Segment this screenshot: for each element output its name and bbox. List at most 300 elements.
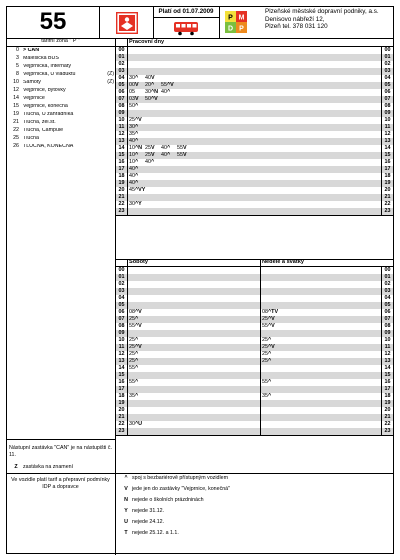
- departure-time: 55V: [177, 144, 187, 151]
- departure-mark: V: [151, 144, 155, 151]
- hour-label: 12: [384, 350, 391, 357]
- hour-label: 07: [384, 315, 391, 322]
- hour-label: 09: [384, 329, 391, 336]
- hour-label: 10: [118, 116, 125, 123]
- departure-time: 55^V: [262, 322, 275, 329]
- departure-time: 55^V: [129, 322, 142, 329]
- hour-label: 07: [384, 95, 391, 102]
- departure-time: 40^: [129, 165, 139, 172]
- departure-row: [129, 379, 145, 386]
- hour-label: 00: [384, 266, 391, 273]
- departure-mark: ^: [135, 179, 139, 186]
- hour-label: 03: [384, 67, 391, 74]
- hour-label: 21: [118, 193, 125, 200]
- stop-row: [7, 95, 115, 103]
- pmdp-letter: P: [228, 14, 233, 22]
- departure-mark: ^Y: [135, 200, 142, 207]
- row-shade: [116, 428, 393, 435]
- hour-label: 21: [384, 413, 391, 420]
- departure-time: 40^: [145, 158, 155, 165]
- hour-label: 05: [384, 81, 391, 88]
- stop-name: > CAN: [23, 48, 40, 54]
- departure-time: 40^: [161, 88, 171, 95]
- vehicle-pictogram: [153, 17, 219, 38]
- stop-name: Vejprnice: [23, 96, 45, 102]
- hour-label: 17: [118, 385, 125, 392]
- departure-time: 40^: [129, 137, 139, 144]
- departure-mark: ^V: [268, 322, 275, 329]
- departure-mark: ^: [135, 137, 139, 144]
- stop-minute: 26: [13, 143, 19, 150]
- row-shade: [116, 274, 393, 281]
- departure-time: 05: [129, 88, 135, 95]
- departure-time: 10^N: [129, 144, 143, 151]
- legend-text: nejede 25.12. a 1.1.: [132, 530, 179, 537]
- hour-label: 23: [384, 427, 391, 434]
- departure-time: 10^: [129, 151, 139, 158]
- legend-text: nejede 31.12.: [132, 508, 165, 515]
- hour-label: 12: [118, 350, 125, 357]
- departure-mark: ^: [135, 378, 139, 385]
- stop-row: [7, 87, 115, 95]
- hour-label: 15: [118, 151, 125, 158]
- stop-name: Samoty: [23, 80, 41, 86]
- hour-label: 05: [118, 81, 125, 88]
- hour-label: 17: [384, 385, 391, 392]
- departure-mark: ^: [135, 74, 139, 81]
- hour-label: 00: [384, 46, 391, 53]
- operator-logo: [100, 7, 153, 38]
- legend-key: ^: [124, 475, 128, 482]
- departure-mark: ^: [135, 336, 139, 343]
- zone-key: Z: [14, 464, 18, 470]
- company-address: [265, 8, 393, 31]
- hour-label: 02: [118, 280, 125, 287]
- stop-request-flag: (Z): [107, 79, 114, 86]
- departure-time: 40^: [161, 144, 171, 151]
- stop-name: Tlučná, U zahradníka: [23, 112, 74, 118]
- hour-label: 15: [118, 371, 125, 378]
- row-shade: [116, 166, 393, 173]
- hour-label: 19: [118, 399, 125, 406]
- departure-mark: ^: [268, 392, 272, 399]
- valid-from-date: Platí od 01.07.2009: [158, 7, 214, 15]
- departure-mark: ^: [167, 151, 171, 158]
- departure-mark: ^: [135, 130, 139, 137]
- stop-name: Vejprnice, bytovky: [23, 88, 66, 94]
- stop-name: Tlučná: [23, 136, 39, 142]
- hour-label: 16: [118, 378, 125, 385]
- departure-mark: ^: [135, 151, 139, 158]
- hour-label: 05: [384, 301, 391, 308]
- hour-label: 20: [384, 406, 391, 413]
- hour-label: 06: [384, 308, 391, 315]
- hour-label: 01: [384, 53, 391, 60]
- departure-row: [129, 393, 145, 400]
- hour-label: 06: [118, 88, 125, 95]
- hour-label: 15: [384, 371, 391, 378]
- departure-time: 55^V: [161, 81, 174, 88]
- departure-mark: ^V: [167, 81, 174, 88]
- stop-row: [7, 55, 115, 63]
- tariff-zone-label: tarifní zóna " P ": [41, 38, 80, 45]
- departure-mark: V: [183, 151, 187, 158]
- legend-key: V: [124, 486, 128, 493]
- hour-label: 16: [384, 378, 391, 385]
- departure-mark: ^: [135, 315, 139, 322]
- departure-time: 55^: [129, 364, 139, 371]
- departure-time: 45^VY: [129, 186, 146, 193]
- hour-label: 07: [118, 95, 125, 102]
- departure-time: 30^Y: [129, 200, 142, 207]
- departure-mark: ^: [268, 378, 272, 385]
- departure-row: [262, 323, 278, 330]
- row-shade: [116, 54, 393, 61]
- hour-label: 03: [384, 287, 391, 294]
- departure-mark: ^: [135, 364, 139, 371]
- departure-time: 25^V: [262, 315, 275, 322]
- departure-mark: ^: [135, 158, 139, 165]
- hour-label: 04: [384, 74, 391, 81]
- departure-time: 55V: [177, 151, 187, 158]
- departure-row: [129, 187, 145, 194]
- departure-mark: ^V: [151, 95, 158, 102]
- section-title: Pracovní dny: [129, 39, 165, 46]
- row-shade: [116, 138, 393, 145]
- departure-time: 25^: [262, 357, 272, 364]
- stop-row: [7, 63, 115, 71]
- legend-item: [120, 529, 179, 539]
- row-shade: [116, 316, 393, 323]
- departure-mark: ^V: [268, 315, 275, 322]
- legend-text: nejede 24.12.: [132, 519, 165, 526]
- row-shade: [116, 330, 393, 337]
- hour-label: 14: [384, 364, 391, 371]
- departure-mark: ^V: [135, 343, 142, 350]
- hour-label: 03: [118, 287, 125, 294]
- departure-time: 40^: [129, 172, 139, 179]
- hour-label: 18: [118, 172, 125, 179]
- hour-label: 23: [118, 427, 125, 434]
- pmdp-logo-icon: [221, 8, 263, 37]
- pmdp-logo: [221, 8, 263, 37]
- timetable-page: [6, 6, 394, 554]
- departure-row: [129, 75, 161, 82]
- zone-text: zastávka na znamení: [23, 464, 74, 470]
- departure-mark: V: [183, 144, 187, 151]
- departure-row: [129, 152, 193, 159]
- departure-time: 25^V: [129, 116, 142, 123]
- departure-time: 25^: [129, 315, 139, 322]
- hour-label: 10: [384, 336, 391, 343]
- departure-time: 30^N: [145, 88, 159, 95]
- hour-label: 09: [384, 109, 391, 116]
- departure-time: 30^U: [129, 420, 143, 427]
- hour-label: 23: [118, 207, 125, 214]
- terminus-note: Nástupní zastávka "CAN" je na nástupišti č. 11.: [9, 445, 112, 458]
- departure-time: 25^: [129, 357, 139, 364]
- stop-minute: 8: [16, 71, 19, 78]
- hour-label: 15: [384, 151, 391, 158]
- zone-note: [9, 465, 112, 470]
- row-shade: [116, 68, 393, 75]
- hour-label: 01: [118, 53, 125, 60]
- hour-label: 17: [118, 165, 125, 172]
- departure-mark: ^: [268, 350, 272, 357]
- stop-request-flag: (Z): [107, 71, 114, 78]
- departure-mark: ^V: [135, 116, 142, 123]
- stop-minute: 25: [13, 135, 19, 142]
- hour-label: 01: [118, 273, 125, 280]
- departure-time: 25^V: [262, 343, 275, 350]
- departure-time: 35^: [262, 392, 272, 399]
- departure-mark: ^: [135, 102, 139, 109]
- departure-mark: V: [135, 95, 139, 102]
- row-shade: [116, 124, 393, 131]
- departure-time: 25^V: [129, 343, 142, 350]
- pmdp-letter: D: [227, 25, 234, 33]
- hour-label: 02: [384, 280, 391, 287]
- hour-label: 04: [384, 294, 391, 301]
- departure-time: 10^: [129, 158, 139, 165]
- stop-minute: 10: [13, 79, 19, 86]
- departure-time: 25^: [262, 336, 272, 343]
- hour-label: 18: [118, 392, 125, 399]
- hour-label: 11: [384, 123, 391, 130]
- departure-time: 30^: [129, 123, 139, 130]
- departure-mark: ^V: [135, 308, 142, 315]
- departure-mark: ^: [151, 81, 155, 88]
- legend-text: spoj s bezbariérově přístupným vozidlem: [132, 475, 228, 482]
- hour-label: 06: [118, 308, 125, 315]
- departure-mark: ^: [135, 123, 139, 130]
- departure-row: [129, 96, 161, 103]
- pmdp-letter: M: [238, 14, 245, 22]
- hour-label: 22: [118, 420, 125, 427]
- row-shade: [116, 372, 393, 379]
- stop-minute: 0: [16, 47, 19, 54]
- legend-item: [120, 474, 228, 484]
- departure-mark: V: [135, 81, 139, 88]
- hour-label: 02: [384, 60, 391, 67]
- hour-label: 21: [384, 193, 391, 200]
- legend-text: nejede o školních prázdninách: [132, 497, 204, 504]
- row-shade: [116, 208, 393, 215]
- legend-item: [120, 496, 204, 506]
- hour-label: 13: [118, 137, 125, 144]
- departure-mark: ^: [135, 172, 139, 179]
- row-shade: [116, 110, 393, 117]
- hour-label: 05: [118, 301, 125, 308]
- departure-time: 00V: [129, 81, 139, 88]
- departure-mark: ^N: [135, 144, 143, 151]
- departure-time: 25V: [145, 144, 155, 151]
- departure-time: 03V: [129, 95, 139, 102]
- hour-label: 01: [384, 273, 391, 280]
- company-street: Denisovo nábřeží 12,: [265, 15, 325, 23]
- stop-minute: 15: [13, 103, 19, 110]
- row-shade: [116, 194, 393, 201]
- departure-mark: ^V: [268, 343, 275, 350]
- hour-label: 13: [384, 137, 391, 144]
- stop-row: [7, 47, 115, 55]
- hour-label: 04: [118, 294, 125, 301]
- stop-row: [7, 103, 115, 111]
- hour-label: 23: [384, 207, 391, 214]
- hour-label: 11: [384, 343, 391, 350]
- departure-mark: ^N: [151, 88, 159, 95]
- departure-mark: ^: [135, 357, 139, 364]
- company-name: Plzeňské městské dopravní podniky, a.s.: [265, 8, 379, 15]
- legend-item: [120, 507, 164, 517]
- hour-label: 14: [384, 144, 391, 151]
- departure-mark: ^: [135, 350, 139, 357]
- stop-name: Vejprnice, konečná: [23, 104, 68, 110]
- hour-label: 16: [384, 158, 391, 165]
- stop-row: [7, 135, 115, 143]
- departure-time: 25V: [145, 151, 155, 158]
- departure-mark: ^VY: [135, 186, 146, 193]
- hour-label: 10: [118, 336, 125, 343]
- hour-label: 19: [118, 179, 125, 186]
- departure-row: [129, 421, 145, 428]
- hour-label: 16: [118, 158, 125, 165]
- departure-mark: ^: [135, 392, 139, 399]
- hour-label: 11: [118, 123, 125, 130]
- departure-time: 35^: [129, 130, 139, 137]
- hour-label: 14: [118, 364, 125, 371]
- legend-item: [120, 518, 164, 528]
- departure-time: 20^: [145, 81, 155, 88]
- line-number: 55: [39, 8, 67, 35]
- hour-label: 08: [118, 102, 125, 109]
- hour-label: 04: [118, 74, 125, 81]
- departure-time: 25^: [129, 350, 139, 357]
- company-phone: Plzeň tel. 378 031 120: [265, 23, 328, 31]
- hour-label: 18: [384, 172, 391, 179]
- departure-mark: ^: [268, 336, 272, 343]
- departure-row: [262, 379, 278, 386]
- legend-key: T: [124, 530, 128, 537]
- stop-minute: 3: [16, 55, 19, 62]
- row-shade: [116, 414, 393, 421]
- legend-key: U: [124, 519, 128, 526]
- departure-row: [129, 103, 145, 110]
- legend-key: Y: [124, 508, 128, 515]
- hour-label: 12: [118, 130, 125, 137]
- row-shade: [116, 180, 393, 187]
- stop-name: Tlučná, Čampule: [23, 128, 64, 134]
- row-shade: [116, 344, 393, 351]
- hour-label: 10: [384, 116, 391, 123]
- stop-row: [7, 71, 115, 79]
- hour-label: 12: [384, 130, 391, 137]
- stop-row: [7, 127, 115, 135]
- hour-label: 22: [384, 200, 391, 207]
- legend-key: N: [124, 497, 128, 504]
- hour-label: 06: [384, 88, 391, 95]
- row-shade: [116, 386, 393, 393]
- hour-label: 08: [118, 322, 125, 329]
- hour-label: 07: [118, 315, 125, 322]
- legend-text: jede jen do zastávky "Vejprnice, konečná": [132, 486, 230, 493]
- section-title: Soboty: [129, 259, 148, 266]
- hour-label: 08: [384, 322, 391, 329]
- hour-label: 20: [384, 186, 391, 193]
- stop-row: [7, 143, 115, 151]
- stop-name: TLUČNÁ, KONEČNÁ: [23, 144, 74, 150]
- tram-icon: [173, 20, 199, 36]
- departure-time: 40V: [145, 74, 155, 81]
- hour-label: 19: [384, 179, 391, 186]
- pmdp-letter: P: [239, 25, 244, 33]
- stop-row: [7, 119, 115, 127]
- hour-label: 17: [384, 165, 391, 172]
- hour-label: 08: [384, 102, 391, 109]
- departure-time: 25^: [262, 350, 272, 357]
- hour-label: 09: [118, 329, 125, 336]
- hour-label: 19: [384, 399, 391, 406]
- stop-minute: 22: [13, 127, 19, 134]
- departure-time: 08^TV: [262, 308, 279, 315]
- stop-minute: 19: [13, 111, 19, 118]
- stop-name: Malesická BUS: [23, 56, 59, 62]
- departure-mark: ^: [167, 144, 171, 151]
- stop-row: [7, 79, 115, 87]
- row-shade: [116, 400, 393, 407]
- departure-row: [129, 365, 145, 372]
- departure-mark: ^TV: [268, 308, 279, 315]
- departure-time: 35^: [129, 392, 139, 399]
- departure-row: [129, 323, 145, 330]
- hour-label: 09: [118, 109, 125, 116]
- row-shade: [116, 288, 393, 295]
- departure-mark: ^U: [135, 420, 143, 427]
- hour-label: 20: [118, 186, 125, 193]
- row-shade: [116, 358, 393, 365]
- stop-name: Vejprnická, U viaduktu: [23, 72, 76, 78]
- departure-row: [262, 393, 278, 400]
- departure-time: 40^: [129, 179, 139, 186]
- departure-time: 55^: [262, 378, 272, 385]
- hour-label: 21: [118, 413, 125, 420]
- departure-row: [129, 159, 161, 166]
- hour-label: 14: [118, 144, 125, 151]
- departure-mark: V: [151, 151, 155, 158]
- hour-label: 13: [384, 357, 391, 364]
- hour-label: 03: [118, 67, 125, 74]
- departure-time: 50^V: [145, 95, 158, 102]
- departure-time: 40^: [161, 151, 171, 158]
- departure-mark: ^: [268, 357, 272, 364]
- fare-note: Ve vozidle platí tarif a přepravní podmínky IDP a dopravce: [11, 477, 110, 490]
- stop-minute: 21: [13, 119, 19, 126]
- hour-label: 11: [118, 343, 125, 350]
- departure-time: 55^: [129, 378, 139, 385]
- stop-name: Tlučná, žel.st.: [23, 120, 56, 126]
- departure-row: [129, 201, 145, 208]
- stop-name: Vejprnická, Internáty: [23, 64, 71, 70]
- departure-time: 50^: [129, 102, 139, 109]
- departure-time: 08^V: [129, 308, 142, 315]
- hour-label: 18: [384, 392, 391, 399]
- section-title: Neděle a svátky: [262, 259, 304, 266]
- departure-mark: ^: [135, 165, 139, 172]
- hour-label: 00: [118, 46, 125, 53]
- row-shade: [116, 302, 393, 309]
- stop-row: [7, 111, 115, 119]
- departure-mark: ^: [167, 88, 171, 95]
